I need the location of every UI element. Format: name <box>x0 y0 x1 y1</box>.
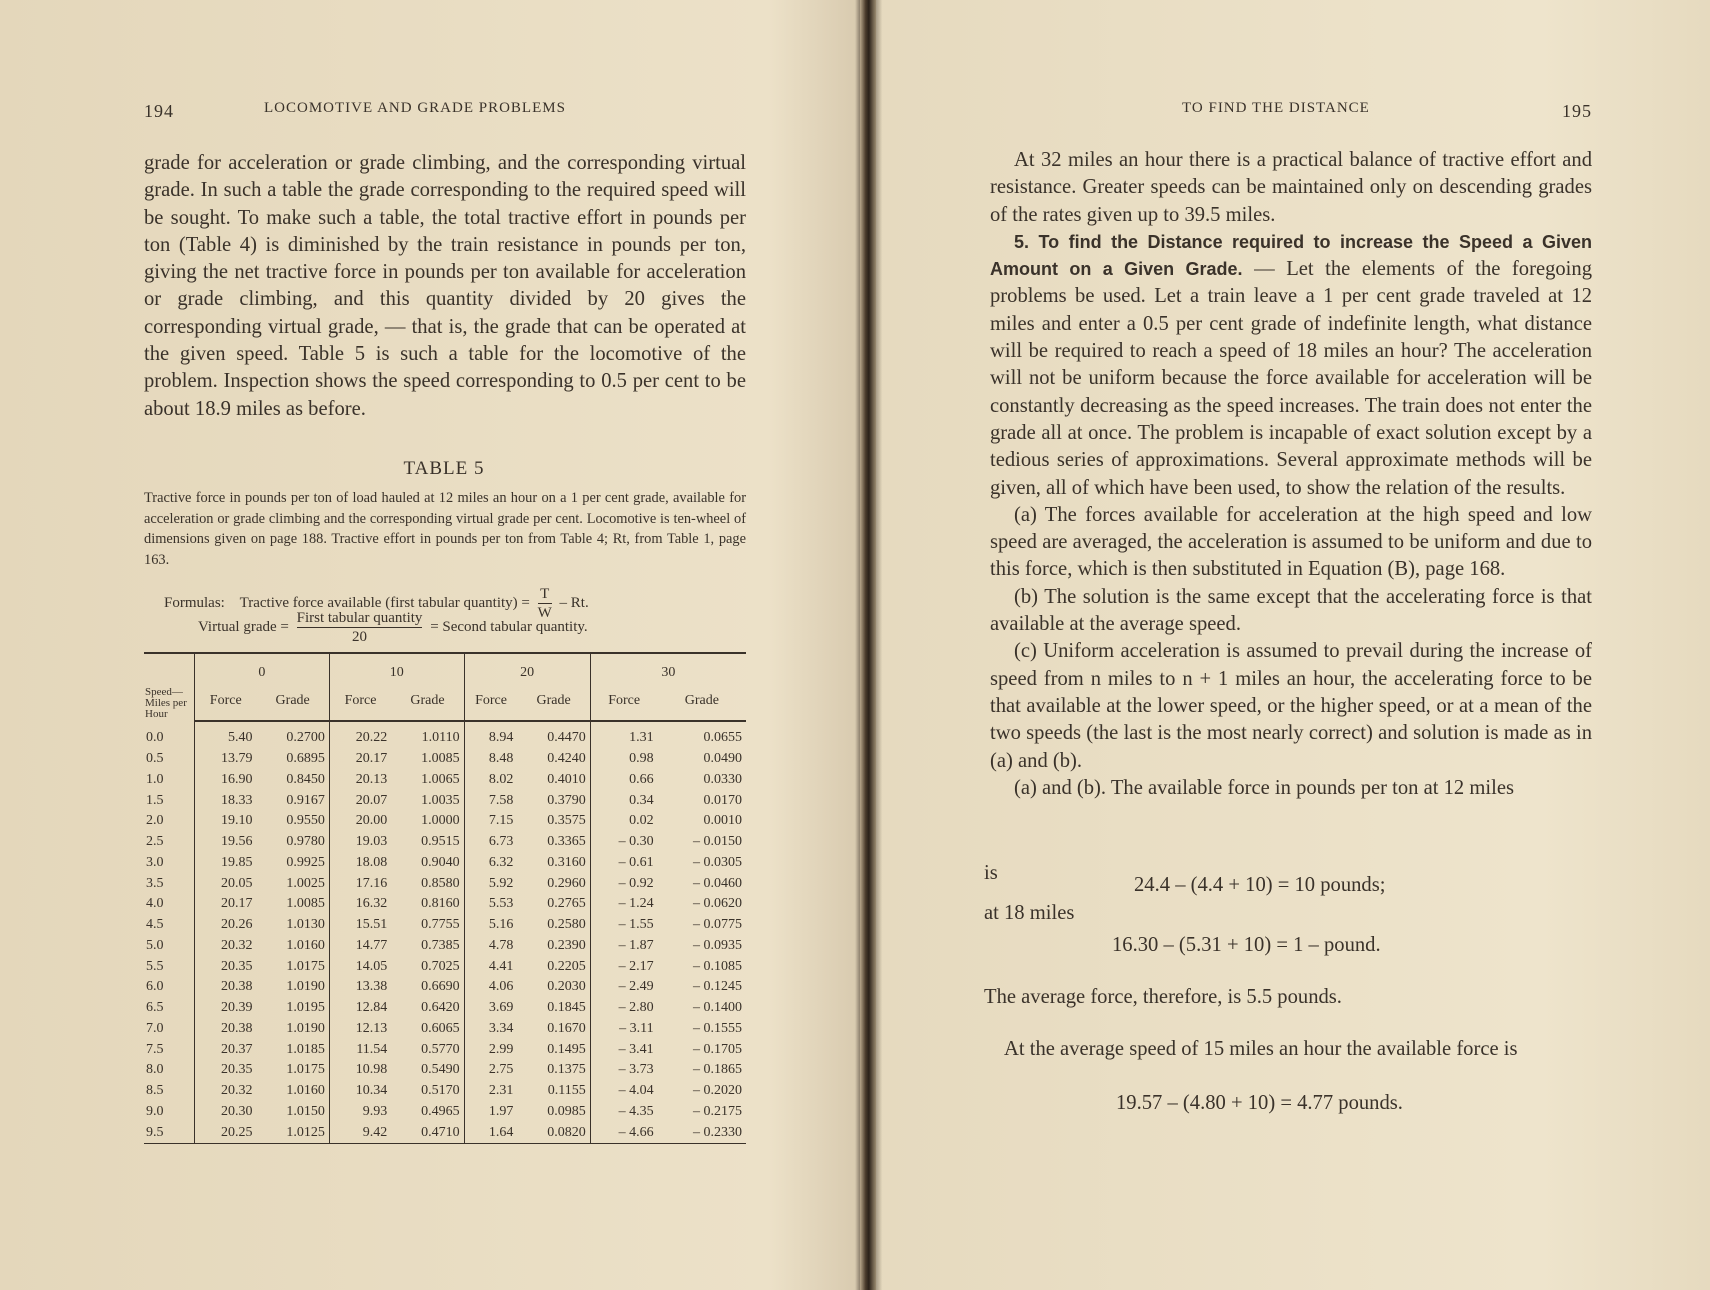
grade-cell: 1.0195 <box>286 1000 325 1016</box>
table-row <box>144 1081 746 1102</box>
force-cell: 8.48 <box>464 749 517 770</box>
force-cell: 16.90 <box>195 770 257 791</box>
force-cell: – 1.24 <box>590 894 657 915</box>
right-running-head: TO FIND THE DISTANCE <box>1182 100 1370 116</box>
para-method-a: (a) The forces available for acceleration at the high speed and low speed are averaged, the acceleration is assumed to be uniform and due to this force, which is then substituted in Equation (B), page 168. <box>990 503 1592 581</box>
force-cell: 0.98 <box>590 749 657 770</box>
force-cell: 19.10 <box>195 811 257 832</box>
force-cell: 10.34 <box>329 1081 391 1102</box>
speed-cell: 5.5 <box>146 958 164 974</box>
force-cell: 1.64 <box>464 1122 517 1143</box>
grade-cell: 0.1845 <box>547 1000 586 1016</box>
formula1-denominator: W <box>537 605 552 621</box>
speed-cell: 4.0 <box>146 896 164 912</box>
grade-cell: 0.7755 <box>421 917 460 933</box>
speed-cell: 1.0 <box>146 771 164 787</box>
formula1-numerator: T <box>538 585 552 604</box>
speed-cell: 8.0 <box>146 1062 164 1078</box>
force-cell: 0.02 <box>590 811 657 832</box>
group-header-10: 10 <box>329 653 464 682</box>
force-cell: 20.35 <box>195 1060 257 1081</box>
grade-cell: 0.0170 <box>703 792 742 808</box>
para-balance: At 32 miles an hour there is a practical balance of tractive effort and resistance. Greater speeds can be maintained only on descending grades of the rates given up to 39.5 miles. <box>990 149 1592 226</box>
grade-cell: 1.0150 <box>286 1103 325 1119</box>
speed-cell: 0.5 <box>146 751 164 767</box>
force-cell: 5.16 <box>464 915 517 936</box>
table-row <box>144 1102 746 1123</box>
force-cell: 6.73 <box>464 832 517 853</box>
grade-cell: 0.6690 <box>421 979 460 995</box>
force-cell: 13.38 <box>329 977 391 998</box>
formula2-fraction <box>297 609 423 646</box>
force-header: Force <box>464 682 517 721</box>
grade-cell: – 0.0305 <box>693 854 742 870</box>
force-cell: 11.54 <box>329 1039 391 1060</box>
grade-cell: 1.0110 <box>421 730 460 746</box>
section-heading: 5. To find the Distance required to increase the Speed a Given Amount on a Given Grade. <box>990 231 1592 280</box>
force-cell: 15.51 <box>329 915 391 936</box>
table-row <box>144 998 746 1019</box>
table-row <box>144 915 746 936</box>
force-header: Force <box>329 682 391 721</box>
force-cell: 3.69 <box>464 998 517 1019</box>
force-cell: – 4.66 <box>590 1122 657 1143</box>
table-row <box>144 873 746 894</box>
speed-cell: 1.5 <box>146 792 164 808</box>
grade-cell: 1.0085 <box>286 896 325 912</box>
grade-cell: 1.0190 <box>286 979 325 995</box>
grade-cell: 1.0125 <box>286 1124 325 1140</box>
force-cell: 10.98 <box>329 1060 391 1081</box>
speed-cell: 6.0 <box>146 979 164 995</box>
grade-cell: – 0.1705 <box>693 1041 742 1057</box>
speed-cell: 4.5 <box>146 917 164 933</box>
left-page-number: 194 <box>144 101 174 121</box>
grade-cell: 0.1155 <box>547 1083 586 1099</box>
grade-cell: 0.6895 <box>286 751 325 767</box>
grade-cell: 0.2390 <box>547 937 586 953</box>
grade-cell: – 0.0935 <box>693 937 742 953</box>
grade-cell: 0.0820 <box>547 1124 586 1140</box>
speed-cell: 8.5 <box>146 1083 164 1099</box>
grade-cell: 1.0160 <box>286 937 325 953</box>
force-cell: 13.79 <box>195 749 257 770</box>
para-a-and-b: (a) and (b). The available force in pounds per ton at 12 miles <box>1014 776 1514 799</box>
grade-cell: 0.9780 <box>286 834 325 850</box>
force-cell: 20.26 <box>195 915 257 936</box>
grade-cell: – 0.1865 <box>693 1062 742 1078</box>
equation-18-miles: 16.30 – (5.31 + 10) = 1 – pound. <box>1112 934 1381 956</box>
grade-cell: – 0.0775 <box>693 917 742 933</box>
grade-cell: 0.9167 <box>286 792 325 808</box>
grade-cell: – 0.2330 <box>693 1124 742 1140</box>
force-cell: 20.32 <box>195 936 257 957</box>
force-header: Force <box>590 682 657 721</box>
word-is: is <box>984 862 998 884</box>
grade-cell: 0.8580 <box>421 875 460 891</box>
force-cell: 12.13 <box>329 1019 391 1040</box>
right-page <box>876 0 1710 1290</box>
grade-cell: 0.9550 <box>286 813 325 829</box>
grade-cell: 0.5770 <box>421 1041 460 1057</box>
grade-cell: 0.3575 <box>547 813 586 829</box>
force-cell: 19.03 <box>329 832 391 853</box>
table-row <box>144 956 746 977</box>
force-cell: 2.31 <box>464 1081 517 1102</box>
grade-cell: 0.1375 <box>547 1062 586 1078</box>
grade-cell: 0.4710 <box>421 1124 460 1140</box>
grade-cell: – 0.2020 <box>693 1083 742 1099</box>
grade-cell: – 0.1555 <box>693 1020 742 1036</box>
at-18-miles: at 18 miles <box>984 902 1075 924</box>
force-cell: 4.78 <box>464 936 517 957</box>
formula2-rhs: = Second tabular quantity. <box>430 618 588 635</box>
force-cell: 18.33 <box>195 790 257 811</box>
force-cell: 9.93 <box>329 1102 391 1123</box>
left-running-head: LOCOMOTIVE AND GRADE PROBLEMS <box>264 100 566 116</box>
force-cell: 19.56 <box>195 832 257 853</box>
force-cell: – 0.92 <box>590 873 657 894</box>
group-header-30: 30 <box>590 653 746 682</box>
grade-cell: 0.6065 <box>421 1020 460 1036</box>
force-cell: – 0.61 <box>590 853 657 874</box>
table-row <box>144 811 746 832</box>
group-header-0: 0 <box>195 653 330 682</box>
formula2-numerator: First tabular quantity <box>296 610 423 626</box>
section-body: — Let the elements of the foregoing problems be used. Let a train leave a 1 per cent grade traveled at 12 miles and enter a 0.5 per cent grade of indefinite length, what distance will be required to reach a speed of 18 miles an hour? The acceleration will not be uniform because the force available for acceleration will be constantly decreasing as the speed increases. The train does not enter the grade all at once. The problem is incapable of exact solution except by a tedious series of approximations. Several approximate methods will be given, all of which have been used, to show the relation of the results. <box>990 258 1592 499</box>
grade-cell: – 0.0460 <box>693 875 742 891</box>
speed-cell: 9.0 <box>146 1103 164 1119</box>
grade-cell: 0.3790 <box>547 792 586 808</box>
grade-header: Grade <box>658 682 746 721</box>
grade-cell: 0.3365 <box>547 834 586 850</box>
grade-cell: 0.4010 <box>547 771 586 787</box>
grade-cell: 0.0330 <box>703 771 742 787</box>
grade-cell: 0.7385 <box>421 937 460 953</box>
force-cell: – 4.04 <box>590 1081 657 1102</box>
grade-header: Grade <box>391 682 464 721</box>
grade-cell: 0.0010 <box>703 813 742 829</box>
grade-header: Grade <box>517 682 590 721</box>
table-row <box>144 894 746 915</box>
speed-cell: 9.5 <box>146 1124 164 1140</box>
force-cell: 20.17 <box>195 894 257 915</box>
grade-header: Grade <box>256 682 329 721</box>
grade-cell: 1.0000 <box>421 813 460 829</box>
grade-cell: 0.4965 <box>421 1103 460 1119</box>
average-force-sentence: The average force, therefore, is 5.5 pounds. <box>984 986 1342 1008</box>
table-row <box>144 1039 746 1060</box>
table-row <box>144 977 746 998</box>
table-row <box>144 1122 746 1143</box>
force-cell: 20.17 <box>329 749 391 770</box>
force-cell: 18.08 <box>329 853 391 874</box>
tractive-force-table <box>144 652 746 1144</box>
table-row <box>144 1019 746 1040</box>
force-cell: 8.02 <box>464 770 517 791</box>
force-cell: 20.30 <box>195 1102 257 1123</box>
force-cell: – 2.80 <box>590 998 657 1019</box>
grade-cell: 0.6420 <box>421 1000 460 1016</box>
grade-cell: 0.1670 <box>547 1020 586 1036</box>
left-paragraph-text: grade for acceleration or grade climbing, and the corresponding virtual grade. In such a table the grade corresponding to the required speed will be sought. To make such a table, the total tractive effort in pounds per ton (Table 4) is diminished by the train resistance in pounds per ton, giving the net tractive force in pounds per ton available for acceleration or grade climbing, and this quantity divided by 20 gives the corresponding virtual grade, — that is, the grade that can be operated at the given speed. Table 5 is such a table for the locomotive of the problem. Inspection shows the speed corresponding to 0.5 per cent to be about 18.9 miles as before. <box>144 152 746 420</box>
table-row <box>144 853 746 874</box>
formula1-rhs: – Rt. <box>559 594 589 611</box>
grade-cell: 1.0035 <box>421 792 460 808</box>
force-cell: 3.34 <box>464 1019 517 1040</box>
average-speed-sentence: At the average speed of 15 miles an hour the available force is <box>1004 1038 1518 1060</box>
force-cell: 20.22 <box>329 721 391 749</box>
para-method-c: (c) Uniform acceleration is assumed to prevail during the increase of speed from n miles to n + 1 miles an hour, the accelerating force to be that available at the lower speed, or the higher speed, or at a mean of the two speeds (the last is the most nearly correct) and solution is made as in (a) and (b). <box>990 640 1592 772</box>
force-cell: – 0.30 <box>590 832 657 853</box>
grade-cell: 1.0185 <box>286 1041 325 1057</box>
grade-cell: 0.0985 <box>547 1103 586 1119</box>
force-cell: 2.99 <box>464 1039 517 1060</box>
right-text-block <box>990 147 1592 802</box>
force-cell: 20.39 <box>195 998 257 1019</box>
force-cell: 14.77 <box>329 936 391 957</box>
force-cell: 4.41 <box>464 956 517 977</box>
force-cell: 20.32 <box>195 1081 257 1102</box>
book-gutter <box>860 0 876 1290</box>
speed-cell: 0.0 <box>146 729 164 745</box>
grade-cell: 1.0025 <box>286 875 325 891</box>
grade-cell: 0.2960 <box>547 875 586 891</box>
formula-label: Formulas: <box>164 594 225 611</box>
table-row <box>144 790 746 811</box>
force-cell: – 1.87 <box>590 936 657 957</box>
grade-cell: 0.4470 <box>547 730 586 746</box>
grade-cell: – 0.1400 <box>693 1000 742 1016</box>
grade-cell: 0.1495 <box>547 1041 586 1057</box>
force-cell: 20.37 <box>195 1039 257 1060</box>
force-cell: – 2.17 <box>590 956 657 977</box>
force-cell: 20.35 <box>195 956 257 977</box>
force-cell: 20.25 <box>195 1122 257 1143</box>
equation-12-miles: 24.4 – (4.4 + 10) = 10 pounds; <box>1134 874 1386 896</box>
grade-cell: 0.2700 <box>286 730 325 746</box>
equation-15-miles: 19.57 – (4.80 + 10) = 4.77 pounds. <box>1116 1092 1403 1114</box>
force-cell: 14.05 <box>329 956 391 977</box>
grade-cell: 0.9515 <box>421 834 460 850</box>
force-cell: 2.75 <box>464 1060 517 1081</box>
force-cell: 0.66 <box>590 770 657 791</box>
force-cell: 5.92 <box>464 873 517 894</box>
grade-cell: 1.0130 <box>286 917 325 933</box>
para-section-5 <box>990 229 1592 502</box>
table-row <box>144 749 746 770</box>
speed-cell: 3.5 <box>146 875 164 891</box>
force-cell: 6.32 <box>464 853 517 874</box>
force-cell: 17.16 <box>329 873 391 894</box>
force-cell: 4.06 <box>464 977 517 998</box>
speed-cell: 2.5 <box>146 834 164 850</box>
force-cell: 7.15 <box>464 811 517 832</box>
group-header-20: 20 <box>464 653 590 682</box>
force-cell: 20.38 <box>195 977 257 998</box>
speed-cell: 7.5 <box>146 1041 164 1057</box>
force-cell: 7.58 <box>464 790 517 811</box>
force-cell: 5.40 <box>195 721 257 749</box>
force-cell: 0.34 <box>590 790 657 811</box>
grade-cell: 0.8160 <box>421 896 460 912</box>
right-page-number: 195 <box>1562 101 1592 121</box>
para-method-b: (b) The solution is the same except that the accelerating force is that available at the average speed. <box>990 585 1592 636</box>
force-cell: 20.07 <box>329 790 391 811</box>
formula1-lhs: Tractive force available (first tabular quantity) = <box>239 594 530 611</box>
grade-cell: 0.8450 <box>286 771 325 787</box>
grade-cell: 0.2030 <box>547 979 586 995</box>
speed-cell: 7.0 <box>146 1020 164 1036</box>
force-cell: 1.31 <box>590 721 657 749</box>
force-header: Force <box>195 682 257 721</box>
grade-cell: 0.2765 <box>547 896 586 912</box>
table-row <box>144 721 746 749</box>
formula2-denominator: 20 <box>352 629 368 645</box>
table-row <box>144 832 746 853</box>
force-cell: – 3.41 <box>590 1039 657 1060</box>
table-caption: Tractive force in pounds per ton of load hauled at 12 miles an hour on a 1 per cent grade, available for acceleration or grade climbing and the corresponding virtual grade per cent. Locomotive is ten-wheel of dimensions given on page 188. Tractive effort in pounds per ton from Table 4; Rt, from Table 1, page 163. <box>144 490 746 568</box>
force-cell: 9.42 <box>329 1122 391 1143</box>
formula-virtual-grade <box>198 609 588 646</box>
speed-cell: 6.5 <box>146 1000 164 1016</box>
table-title: TABLE 5 <box>403 458 485 479</box>
force-cell: – 3.73 <box>590 1060 657 1081</box>
force-cell: 8.94 <box>464 721 517 749</box>
force-cell: 20.00 <box>329 811 391 832</box>
grade-cell: 0.9040 <box>421 854 460 870</box>
table-sub-header-row <box>144 682 746 721</box>
speed-column-header: Speed—Miles per Hour <box>145 686 187 720</box>
force-cell: 20.05 <box>195 873 257 894</box>
grade-cell: 1.0190 <box>286 1020 325 1036</box>
force-cell: – 4.35 <box>590 1102 657 1123</box>
speed-cell: 2.0 <box>146 813 164 829</box>
grade-cell: – 0.0150 <box>693 834 742 850</box>
force-cell: 1.97 <box>464 1102 517 1123</box>
force-cell: 16.32 <box>329 894 391 915</box>
table-row <box>144 770 746 791</box>
grade-cell: 1.0175 <box>286 958 325 974</box>
speed-cell: 5.0 <box>146 937 164 953</box>
grade-cell: 0.2580 <box>547 917 586 933</box>
grade-cell: 0.0655 <box>703 730 742 746</box>
speed-cell: 3.0 <box>146 854 164 870</box>
grade-cell: 1.0160 <box>286 1083 325 1099</box>
grade-cell: 1.0085 <box>421 751 460 767</box>
force-cell: 12.84 <box>329 998 391 1019</box>
grade-cell: 1.0065 <box>421 771 460 787</box>
table-group-header-row <box>144 653 746 682</box>
force-cell: 20.13 <box>329 770 391 791</box>
formula2-lhs: Virtual grade = <box>198 618 289 635</box>
table-body <box>144 721 746 1144</box>
grade-cell: 0.7025 <box>421 958 460 974</box>
table-row <box>144 1060 746 1081</box>
table-row <box>144 936 746 957</box>
force-cell: – 2.49 <box>590 977 657 998</box>
force-cell: – 3.11 <box>590 1019 657 1040</box>
grade-cell: 0.4240 <box>547 751 586 767</box>
grade-cell: – 0.0620 <box>693 896 742 912</box>
force-cell: – 1.55 <box>590 915 657 936</box>
grade-cell: 0.2205 <box>547 958 586 974</box>
grade-cell: – 0.1085 <box>693 958 742 974</box>
grade-cell: 0.3160 <box>547 854 586 870</box>
grade-cell: 1.0175 <box>286 1062 325 1078</box>
force-cell: 5.53 <box>464 894 517 915</box>
grade-cell: – 0.2175 <box>693 1103 742 1119</box>
grade-cell: – 0.1245 <box>693 979 742 995</box>
left-paragraph <box>144 150 746 423</box>
grade-cell: 0.5490 <box>421 1062 460 1078</box>
grade-cell: 0.5170 <box>421 1083 460 1099</box>
grade-cell: 0.0490 <box>703 751 742 767</box>
force-cell: 20.38 <box>195 1019 257 1040</box>
force-cell: 19.85 <box>195 853 257 874</box>
grade-cell: 0.9925 <box>286 854 325 870</box>
